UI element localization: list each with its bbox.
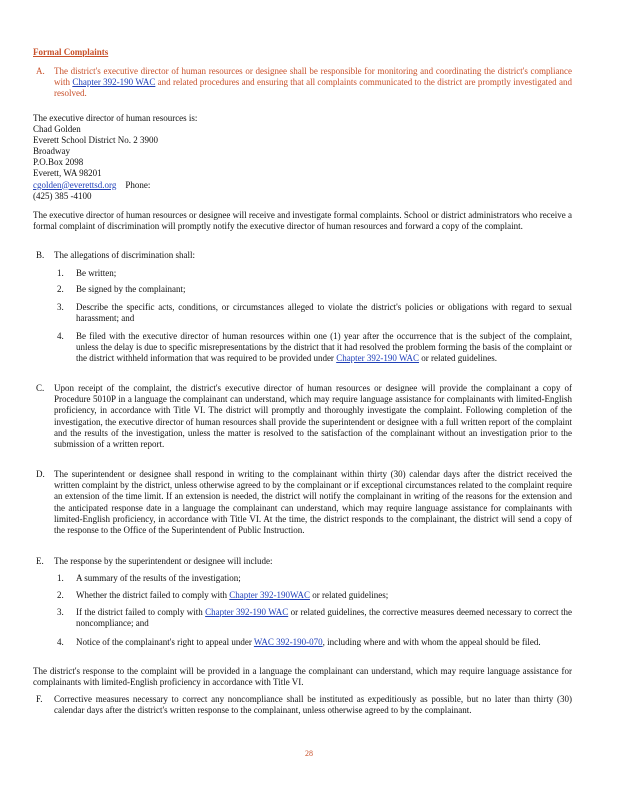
contact-block [33, 113, 197, 202]
item-e-sub-1 [57, 573, 572, 584]
item-e-sub-2-text [76, 590, 572, 601]
item-b-text: The allegations of discrimination shall: [54, 250, 195, 260]
item-d-text: The superintendent or designee shall respond in writing to the complainant within thirty (30) calendar days after the district received the written complaint by the district, unless otherwise agreed to by the complainant or if exceptional circumstances related to the complaint require an extension of the time limit. If an extension is needed, the district will notify the complainant in writing of the reasons for the extension and the anticipated response date in a language the complainant can understand, which may require language assistance for complainants with limited-English proficiency, in accordance with Title VI. At the time, the district responds to the complainant, the district will send a copy of the response to the Office of the Superintendent of Public Instruction. [54, 469, 572, 536]
item-e-sub-3-num: 3. [57, 607, 64, 617]
item-b-sub-1-text: Be written; [76, 268, 117, 278]
item-e-sub-4-num: 4. [57, 637, 64, 647]
item-e-sub-3-text-end: or related guidelines, the corrective measures deemed necessary to correct the noncompliance; and [76, 607, 572, 629]
item-e-sub-2 [57, 590, 572, 601]
contact-po-box: P.O.Box 2098 [33, 157, 84, 168]
item-c [33, 383, 572, 450]
contact-name: Chad Golden [33, 124, 81, 135]
item-e-sub-2-text-end: or related guidelines; [309, 590, 389, 600]
contact-org: Everett School District No. 2 3900 [33, 135, 158, 146]
chapter-392-190-wac-link[interactable]: Chapter 392-190WAC [229, 590, 310, 600]
item-e-sub-3 [57, 607, 572, 629]
item-b-sub-2 [57, 284, 572, 295]
contact-intro: The executive director of human resources is: [33, 113, 198, 123]
section-heading: Formal Complaints [33, 47, 109, 57]
item-e-sub-2-text-start: Whether the district failed to comply with [76, 590, 230, 600]
item-b-sub-2-num: 2. [57, 284, 64, 294]
item-b-sub-4-text-start: Be filed with the executive director of human resources within one (1) year after the occurrence that is the subject of the complaint, unless the delay is due to specific misrepresentations by the district that it had resolved the problem forming the basis of the complaint or the district withheld information that was required to be provided under [76, 331, 572, 364]
page-number: 28 [305, 749, 313, 758]
contact-email-link[interactable]: cgolden@everettsd.org [33, 179, 117, 190]
item-b-sub-3-text: Describe the specific acts, conditions, or circumstances alleged to violate the district's policies or obligations with regard to sexual harassment; and [76, 302, 572, 324]
item-e-sub-1-num: 1. [57, 573, 64, 583]
contact-phone-label: Phone: [125, 179, 151, 190]
chapter-392-190-wac-link[interactable]: Chapter 392-190 WAC [72, 77, 156, 88]
item-b-sub-4-num: 4. [57, 331, 64, 341]
item-f-text: Corrective measures necessary to correct any noncompliance shall be instituted as expeditiously as possible, but no later than thirty (30) calendar days after the district's written response to the complainant, unless otherwise agreed to by the complainant. [54, 694, 572, 716]
item-b-sub-4-text-end: or related guidelines. [419, 353, 497, 364]
item-b-sub-1 [57, 268, 572, 279]
contact-street: Broadway [33, 146, 70, 157]
item-f-label: F. [36, 694, 43, 704]
item-b-sub-3-num: 3. [57, 302, 64, 312]
item-e-text: The response by the superintendent or designee will include: [54, 556, 273, 566]
response-paragraph: The district's response to the complaint will be provided in a language the complainant can understand, which may require language assistance for complainants with limited-English proficiency in accordance with Title VI. [33, 666, 572, 688]
item-a-text-start: The district's executive director of human resources or designee shall be responsible for monitoring and coordinating the district's compliance with [54, 66, 572, 88]
item-e-sub-3-text-start: If the district failed to comply with [76, 607, 206, 617]
item-a-text [54, 66, 572, 100]
item-e-sub-4-text-start: Notice of the complainant's right to appeal under [76, 637, 254, 647]
item-e-sub-2-num: 2. [57, 590, 64, 600]
item-b-sub-4-text [76, 331, 572, 365]
item-e-sub-4-text [76, 637, 572, 648]
item-b-sub-3 [57, 302, 572, 324]
item-b-sub-2-text: Be signed by the complainant; [76, 284, 186, 294]
item-b-label: B. [36, 250, 45, 260]
item-c-label: C. [36, 383, 45, 393]
chapter-392-190-wac-link[interactable]: Chapter 392-190 WAC [336, 353, 420, 364]
contact-email-row [33, 180, 197, 191]
item-c-text: Upon receipt of the complaint, the district's executive director of human resources or designee will provide the complainant a copy of Procedure 5010P in a language the complainant can understand, which may require language assistance for complainants with limited-English proficiency, in accordance with Title VI. The district will promptly and thoroughly investigate the complaint. Following completion of the investigation, the executive director of human resources shall provide the superintendent or designee with a full written report of the complaint and the results of the investigation, unless the matter is resolved to the satisfaction of the complainant without an investigation prior to the submission of a written report. [54, 383, 572, 450]
item-e-label: E. [36, 556, 44, 566]
item-d-label: D. [36, 469, 45, 479]
item-d [33, 469, 572, 536]
wac-392-190-070-link[interactable]: WAC 392-190-070 [253, 637, 323, 647]
contact-phone: (425) 385 -4100 [33, 190, 92, 201]
item-e-sub-3-text [76, 607, 572, 629]
item-f [33, 694, 572, 716]
item-b-sub-1-num: 1. [57, 268, 64, 278]
chapter-392-190-wac-link[interactable]: Chapter 392-190 WAC [205, 607, 289, 617]
contact-city: Everett, WA 98201 [33, 168, 102, 179]
item-a-label: A. [36, 66, 45, 76]
receive-paragraph: The executive director of human resources or designee will receive and investigate formal complaints. School or district administrators who receive a formal complaint of discrimination will promptly notify the executive director of human resources and forward a copy of the complaint. [33, 210, 572, 232]
item-b [33, 250, 572, 261]
item-b-sub-4 [57, 331, 572, 365]
item-e-sub-1-text: A summary of the results of the investigation; [76, 573, 241, 583]
item-e-sub-4 [57, 637, 572, 648]
item-e-sub-4-text-end: , including where and with whom the appeal should be filed. [322, 637, 541, 647]
item-a-text-end: and related procedures and ensuring that all complaints communicated to the district are promptly investigated and resolved. [54, 77, 573, 99]
item-a [33, 66, 572, 100]
item-e [33, 556, 572, 567]
